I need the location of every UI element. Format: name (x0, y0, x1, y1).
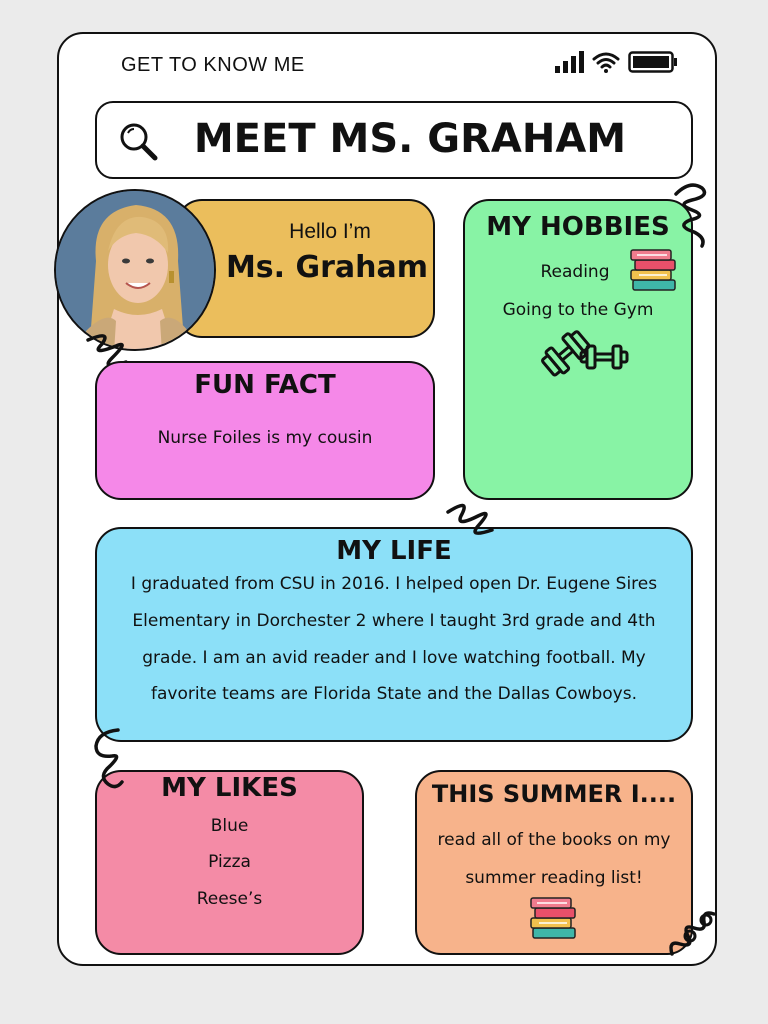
summer-line: read all of the books on my (437, 830, 671, 850)
signal-icon (555, 50, 585, 74)
likes-heading: MY LIKES (161, 773, 298, 803)
like-item: Blue (210, 816, 249, 836)
hobby-item: Going to the Gym (502, 300, 654, 320)
search-icon[interactable] (117, 120, 159, 162)
my-life-heading: MY LIFE (336, 536, 452, 566)
greeting-text: Hello I’m (289, 220, 371, 243)
my-life-line: grade. I am an avid reader and I love watching football. My (142, 648, 646, 668)
books-icon (627, 246, 679, 294)
summer-line: summer reading list! (465, 868, 643, 888)
fun-fact-text: Nurse Foiles is my cousin (157, 428, 373, 448)
summer-heading: THIS SUMMER I.... (431, 780, 677, 808)
wifi-icon (592, 50, 620, 74)
battery-icon (628, 50, 678, 74)
status-label: GET TO KNOW ME (121, 54, 305, 76)
my-life-line: Elementary in Dorchester 2 where I taught 3rd grade and 4th (132, 611, 656, 631)
portrait-image (56, 191, 216, 351)
books-icon (527, 894, 579, 942)
hobbies-heading: MY HOBBIES (486, 212, 670, 242)
fun-fact-heading: FUN FACT (194, 370, 336, 400)
like-item: Pizza (208, 852, 251, 872)
like-item: Reese’s (196, 889, 263, 909)
intro-name: Ms. Graham (225, 250, 429, 285)
my-life-line: I graduated from CSU in 2016. I helped open Dr. Eugene Sires (130, 574, 658, 594)
my-life-line: favorite teams are Florida State and the Dallas Cowboys. (150, 684, 637, 704)
squiggle-decoration (672, 180, 712, 248)
dumbbells-icon (535, 326, 635, 382)
hobby-item: Reading (540, 262, 610, 282)
page-title: MEET MS. GRAHAM (193, 116, 627, 162)
squiggle-decoration (664, 906, 720, 962)
squiggle-decoration (444, 500, 496, 540)
avatar (54, 189, 216, 351)
